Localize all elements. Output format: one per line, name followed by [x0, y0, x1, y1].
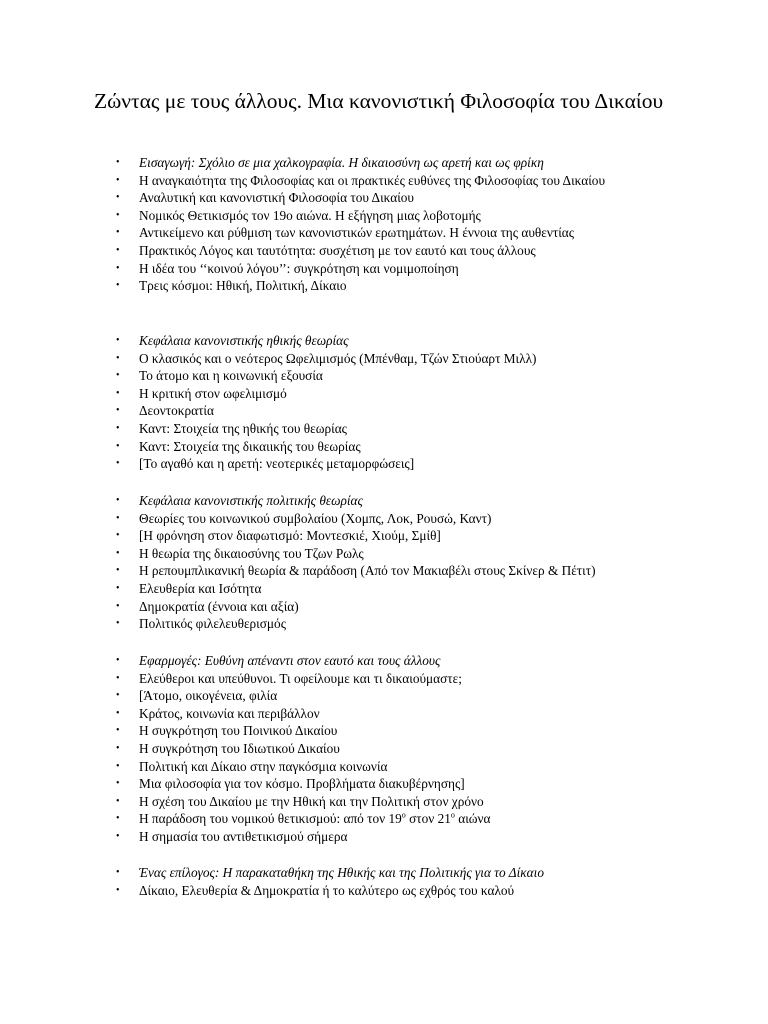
bullet-icon: • [116, 655, 120, 666]
heading-text: Κεφάλαια κανονιστικής πολιτικής θεωρίας [139, 493, 363, 508]
list-item-text: [Η φρόνηση στον διαφωτισμό: Μοντεσκιέ, Χιούμ, Σμίθ] [139, 528, 441, 544]
list-item-text: Νομικός Θετικισμός τον 19ο αιώνα. Η εξήγηση μιας λοβοτομής [139, 207, 481, 223]
list-item-text: Αντικείμενο και ρύθμιση των κανονιστικών ερωτημάτων. Η έννοια της αυθεντίας [139, 225, 575, 241]
bullet-icon: • [116, 262, 120, 274]
list-item [0, 527, 674, 545]
section-political-theory [0, 492, 768, 633]
list-item [0, 420, 674, 438]
list-item-text: Τρεις κόσμοι: Ηθική, Πολιτική, Δίκαιο [139, 278, 347, 294]
list-item [0, 260, 674, 278]
bullet-icon: • [116, 422, 120, 434]
text-run: στον 21 [405, 811, 451, 827]
bullet-icon: • [116, 760, 120, 772]
bullet-icon: • [116, 209, 120, 221]
list-item [0, 242, 674, 260]
heading-text: Εισαγωγή: Σχόλιο σε μια χαλκογραφία. [139, 155, 349, 170]
section-heading [0, 332, 674, 350]
list-item-text: [Το αγαθό και η αρετή: νεοτερικές μεταμορφώσεις] [139, 456, 415, 472]
list-item [0, 277, 674, 295]
bullet-icon: • [116, 280, 120, 292]
heading-text: Κεφάλαια κανονιστικής ηθικής θεωρίας [139, 333, 349, 348]
list-item [0, 402, 674, 420]
list-item-text: Η θεωρία της δικαιοσύνης του Τζων Ρωλς [139, 545, 364, 561]
bullet-icon: • [116, 742, 120, 754]
list-item [0, 615, 674, 633]
list-item-text: Δημοκρατία (έννοια και αξία) [139, 598, 299, 614]
bullet-icon: • [116, 174, 120, 186]
bullet-icon: • [116, 530, 120, 542]
text-run: Η παράδοση του νομικού θετικισμού: από τον 19 [139, 811, 402, 827]
list-item [0, 562, 674, 580]
list-item-text: [Άτομο, οικογένεια, φιλία [139, 688, 278, 704]
section-applications [0, 652, 768, 846]
list-item-text: Καντ: Στοιχεία της δικαιικής του θεωρίας [139, 438, 361, 454]
bullet-icon: • [116, 335, 120, 346]
list-item [0, 828, 674, 846]
list-item-text: Η ιδέα του ‘‘κοινού λόγου’’: συγκρότηση και νομιμοποίηση [139, 260, 459, 276]
bullet-icon: • [116, 458, 120, 470]
bullet-icon: • [116, 618, 120, 630]
list-item-text: Ελευθερία και Ισότητα [139, 580, 262, 596]
bullet-icon: • [116, 884, 120, 896]
section-heading [0, 864, 674, 882]
bullet-icon: • [116, 352, 120, 364]
list-item-text: Δεοντοκρατία [139, 403, 214, 419]
list-item [0, 189, 674, 207]
bullet-icon: • [116, 813, 120, 825]
list-item [0, 758, 674, 776]
section-epilogue [0, 864, 768, 899]
list-item-text: Ο κλασικός και ο νεότερος Ωφελιμισμός (Μπένθαμ, Τζών Στιούαρτ Μιλλ) [139, 350, 537, 366]
list-item [0, 172, 674, 190]
list-item-text: Η σημασία του αντιθετικισμού σήμερα [139, 828, 348, 844]
bullet-icon: • [116, 830, 120, 842]
list-item [0, 385, 674, 403]
list-item [0, 545, 674, 563]
list-item [0, 207, 674, 225]
list-item-text: Η κριτική στον ωφελιμισμό [139, 385, 287, 401]
bullet-icon: • [116, 672, 120, 684]
list-item-text: Πολιτικός φιλελευθερισμός [139, 616, 286, 632]
bullet-icon: • [116, 795, 120, 807]
list-item-text: Η ρεπουμπλικανική θεωρία & παράδοση (Από τον Μακιαβέλι στους Σκίνερ & Πέτιτ) [139, 563, 596, 579]
list-item-text: Το άτομο και η κοινωνική εξουσία [139, 368, 323, 384]
bullet-icon: • [116, 192, 120, 204]
list-item [0, 580, 674, 598]
bullet-icon: • [116, 600, 120, 612]
list-item [0, 598, 674, 616]
bullet-icon: • [116, 582, 120, 594]
section-heading [0, 652, 674, 670]
bullet-icon: • [116, 405, 120, 417]
list-item-text: Αναλυτική και κανονιστική Φιλοσοφία του Δικαίου [139, 190, 415, 206]
bullet-icon: • [116, 512, 120, 524]
ordinal-superscript: ο [450, 810, 455, 820]
section-heading [0, 492, 674, 510]
list-item [0, 722, 674, 740]
list-item-text: Κράτος, κοινωνία και περιβάλλον [139, 705, 320, 721]
heading-text: Εφαρμογές: Ευθύνη απέναντι στον εαυτό και τους άλλους [139, 653, 441, 668]
list-item-text: Πολιτική και Δίκαιο στην παγκόσμια κοινωνία [139, 758, 388, 774]
list-item [0, 740, 674, 758]
list-item [0, 687, 674, 705]
document-title: Ζώντας με τους άλλους. Μια κανονιστική Φιλοσοφία του Δικαίου [94, 89, 664, 113]
list-item [0, 350, 674, 368]
list-item-text: Καντ: Στοιχεία της ηθικής του θεωρίας [139, 420, 347, 436]
bullet-icon: • [116, 867, 120, 878]
text-run: αιώνα [454, 811, 491, 827]
heading-emphasis: Η δικαιοσύνη ως αρετή και ως φρίκη [348, 155, 544, 170]
list-item-text: Μια φιλοσοφία για τον κόσμο. Προβλήματα διακυβέρνησης] [139, 776, 465, 792]
bullet-icon: • [116, 565, 120, 577]
list-item-text: Δίκαιο, Ελευθερία & Δημοκρατία ή το καλύτερο ως εχθρός του καλού [139, 882, 515, 898]
list-item-text: Πρακτικός Λόγος και ταυτότητα: συσχέτιση με τον εαυτό και τους άλλους [139, 242, 536, 258]
list-item-text: Η σχέση του Δικαίου με την Ηθική και την Πολιτική στον χρόνο [139, 793, 484, 809]
list-item [0, 793, 674, 811]
bullet-icon: • [116, 440, 120, 452]
list-item [0, 882, 674, 900]
bullet-icon: • [116, 690, 120, 702]
bullet-icon: • [116, 725, 120, 737]
list-item [0, 367, 674, 385]
list-item [0, 438, 674, 456]
bullet-icon: • [116, 495, 120, 506]
list-item [0, 455, 674, 473]
list-item [0, 775, 674, 793]
list-item [0, 670, 674, 688]
list-item-text: Η αναγκαιότητα της Φιλοσοφίας και οι πρακτικές ευθύνες της Φιλοσοφίας του Δικαίου [139, 172, 606, 188]
section-ethical-theory [0, 332, 768, 473]
list-item-text: Η συγκρότηση του Ποινικού Δικαίου [139, 723, 338, 739]
bullet-icon: • [116, 244, 120, 256]
ordinal-superscript: ο [401, 810, 406, 820]
bullet-icon: • [116, 387, 120, 399]
section-heading [0, 154, 674, 172]
heading-text: Ένας επίλογος: [139, 865, 223, 880]
bullet-icon: • [116, 778, 120, 790]
list-item-text [139, 811, 491, 826]
list-item [0, 224, 674, 242]
list-item-text: Θεωρίες του κοινωνικού συμβολαίου (Χομπς, Λοκ, Ρουσώ, Καντ) [139, 510, 492, 526]
list-item-text: Η συγκρότηση του Ιδιωτικού Δικαίου [139, 740, 340, 756]
list-item [0, 705, 674, 723]
list-item-text: Ελεύθεροι και υπεύθυνοι. Τι οφείλουμε και τι δικαιούμαστε; [139, 670, 462, 686]
heading-emphasis: Η παρακαταθήκη της Ηθικής και της Πολιτικής για το Δίκαιο [222, 865, 544, 880]
list-item [0, 510, 674, 528]
bullet-icon: • [116, 227, 120, 239]
section-introduction [0, 154, 768, 295]
bullet-icon: • [116, 157, 120, 168]
bullet-icon: • [116, 370, 120, 382]
bullet-icon: • [116, 547, 120, 559]
bullet-icon: • [116, 707, 120, 719]
list-item [0, 810, 674, 828]
